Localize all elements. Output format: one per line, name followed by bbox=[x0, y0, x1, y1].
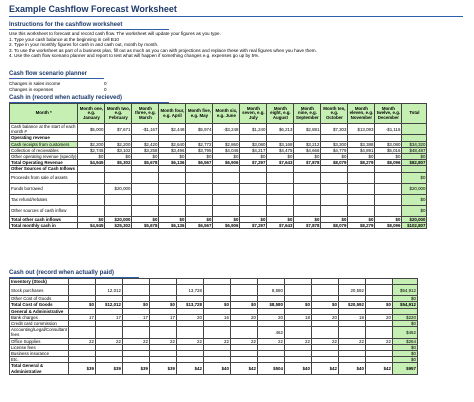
month-value-cell[interactable] bbox=[311, 285, 338, 296]
month-value-cell[interactable]: $0 bbox=[267, 154, 294, 160]
month-value-cell[interactable]: 18 bbox=[338, 314, 365, 320]
month-value-cell[interactable] bbox=[375, 194, 402, 205]
month-value-cell[interactable]: $4,046 bbox=[213, 147, 240, 153]
month-value-cell[interactable]: $7,297 bbox=[240, 160, 267, 166]
row-label: License fees bbox=[10, 344, 69, 350]
month-value-cell[interactable]: $6,136 bbox=[159, 222, 186, 228]
row-total-cell[interactable]: $34,320 bbox=[402, 141, 427, 147]
month-value-cell[interactable]: $2,745 bbox=[78, 147, 105, 153]
month-value-cell[interactable]: 16 bbox=[203, 314, 230, 320]
month-value-cell[interactable] bbox=[348, 172, 375, 183]
row-total-cell[interactable]: $0 bbox=[392, 357, 417, 363]
month-value-cell[interactable] bbox=[186, 194, 213, 205]
month-value-cell[interactable]: $3,258 bbox=[132, 147, 159, 153]
month-value-cell[interactable] bbox=[203, 327, 230, 338]
month-value-cell[interactable]: $39 bbox=[68, 363, 95, 374]
month-value-cell[interactable] bbox=[159, 205, 186, 216]
month-value-cell[interactable]: $8,096 bbox=[375, 222, 402, 228]
month-value-cell[interactable]: $3,212 bbox=[294, 141, 321, 147]
month-value-cell[interactable] bbox=[105, 205, 132, 216]
row-label: Etc. bbox=[10, 357, 69, 363]
month-value-cell[interactable]: $39 bbox=[122, 363, 149, 374]
month-value-cell[interactable] bbox=[375, 172, 402, 183]
month-value-cell[interactable] bbox=[186, 205, 213, 216]
row-total-cell[interactable]: $0 bbox=[392, 344, 417, 350]
row-label: Inventory (Stock) bbox=[10, 279, 69, 285]
month-value-cell[interactable] bbox=[230, 285, 257, 296]
month-value-cell[interactable]: $0 bbox=[375, 216, 402, 222]
month-value-cell[interactable]: 22 bbox=[338, 338, 365, 344]
column-header: Month twelve, e.g. December bbox=[375, 104, 402, 124]
cash-in-heading: Cash in (record when actually recieved) bbox=[9, 95, 169, 103]
month-value-cell[interactable] bbox=[213, 183, 240, 194]
month-value-cell[interactable]: $2,860 bbox=[213, 141, 240, 147]
month-value-cell[interactable]: $0 bbox=[230, 302, 257, 308]
row-label: Operating revenue bbox=[10, 135, 78, 141]
month-value-cell[interactable]: $8,079 bbox=[321, 160, 348, 166]
month-value-cell[interactable] bbox=[68, 285, 95, 296]
month-value-cell[interactable] bbox=[186, 183, 213, 194]
month-value-cell[interactable]: 22 bbox=[203, 338, 230, 344]
row-total-cell[interactable]: $0 bbox=[402, 194, 427, 205]
month-value-cell[interactable] bbox=[159, 194, 186, 205]
month-value-cell[interactable]: 22 bbox=[365, 338, 392, 344]
scenario-value-input[interactable]: 0 bbox=[104, 81, 107, 86]
instruction-line: 3. To use the worksheet as part of a business plan, fill out as much as you can with projections and replace these with real figures when you have them. bbox=[9, 47, 317, 53]
month-value-cell[interactable]: $4,945 bbox=[78, 222, 105, 228]
month-value-cell[interactable]: $2,420 bbox=[132, 141, 159, 147]
month-value-cell[interactable]: -$1,116 bbox=[375, 124, 402, 135]
month-value-cell[interactable]: $0 bbox=[159, 154, 186, 160]
column-header: Month seven, e.g. July bbox=[240, 104, 267, 124]
month-value-cell[interactable] bbox=[365, 285, 392, 296]
row-total-cell[interactable]: $48,487 bbox=[402, 147, 427, 153]
instruction-line: 2. Type in your monthly figures for cash in and cash out, month by month. bbox=[9, 42, 159, 48]
month-value-cell[interactable]: $5,974 bbox=[186, 124, 213, 135]
cash-in-table bbox=[9, 103, 427, 229]
row-total-cell[interactable]: $20,000 bbox=[402, 216, 427, 222]
row-total-cell[interactable]: $0 bbox=[392, 351, 417, 357]
month-value-cell[interactable]: $39 bbox=[95, 363, 122, 374]
month-value-cell[interactable] bbox=[365, 327, 392, 338]
row-label: Office Supplies bbox=[10, 338, 69, 344]
row-total-cell[interactable]: $82,807 bbox=[402, 160, 427, 166]
month-value-cell[interactable]: $0 bbox=[132, 154, 159, 160]
month-value-cell[interactable] bbox=[284, 285, 311, 296]
month-value-cell[interactable] bbox=[240, 194, 267, 205]
month-value-cell[interactable]: $2,881 bbox=[294, 124, 321, 135]
month-value-cell[interactable]: $20,000 bbox=[105, 183, 132, 194]
month-value-cell[interactable]: 22 bbox=[122, 338, 149, 344]
month-value-cell[interactable]: $0 bbox=[203, 302, 230, 308]
month-value-cell[interactable] bbox=[294, 194, 321, 205]
month-value-cell[interactable]: $2,640 bbox=[159, 141, 186, 147]
month-value-cell[interactable]: $40 bbox=[284, 363, 311, 374]
month-value-cell[interactable]: 13,728 bbox=[176, 285, 203, 296]
row-label: Accounting/Legal/Consultant fees bbox=[11, 327, 67, 338]
month-value-cell[interactable] bbox=[95, 327, 122, 338]
month-value-cell[interactable]: $7,303 bbox=[321, 124, 348, 135]
month-value-cell[interactable]: 20 bbox=[257, 314, 284, 320]
month-value-cell[interactable] bbox=[338, 327, 365, 338]
month-value-cell[interactable]: 12,012 bbox=[95, 285, 122, 296]
month-value-cell[interactable] bbox=[132, 205, 159, 216]
row-label: Total General & Administrative bbox=[10, 363, 69, 374]
cash-out-table bbox=[9, 278, 418, 375]
row-total-cell[interactable]: $0 bbox=[402, 205, 427, 216]
column-header: Month nine, e.g. September bbox=[294, 104, 321, 124]
month-value-cell[interactable]: 20 bbox=[311, 314, 338, 320]
month-value-cell[interactable]: $42 bbox=[311, 363, 338, 374]
month-value-cell[interactable] bbox=[321, 194, 348, 205]
month-value-cell[interactable]: $42 bbox=[365, 363, 392, 374]
month-value-cell[interactable]: $0 bbox=[348, 154, 375, 160]
row-label: Other Sources of Cash Inflows bbox=[10, 166, 78, 172]
month-value-cell[interactable] bbox=[122, 327, 149, 338]
month-value-cell[interactable] bbox=[132, 172, 159, 183]
month-value-cell[interactable] bbox=[294, 172, 321, 183]
column-header: Month two, e.g. February bbox=[105, 104, 132, 124]
month-value-cell[interactable] bbox=[78, 172, 105, 183]
month-value-cell[interactable]: $2,200 bbox=[105, 141, 132, 147]
month-value-cell[interactable]: $20,000 bbox=[105, 216, 132, 222]
month-value-cell[interactable] bbox=[213, 205, 240, 216]
month-value-cell[interactable]: $0 bbox=[186, 216, 213, 222]
month-value-cell[interactable]: $4,475 bbox=[267, 147, 294, 153]
scenario-label: Changes in sales income bbox=[9, 81, 61, 86]
month-value-cell[interactable] bbox=[294, 183, 321, 194]
table-row bbox=[10, 172, 427, 183]
month-value-cell[interactable]: -$3,248 bbox=[213, 124, 240, 135]
table-row bbox=[10, 194, 427, 205]
row-label: Bank charges bbox=[10, 314, 69, 320]
month-value-cell[interactable]: $0 bbox=[68, 302, 95, 308]
month-value-cell[interactable] bbox=[159, 183, 186, 194]
scenario-planner bbox=[9, 81, 109, 93]
scenario-heading: Cash flow scenario planner bbox=[9, 71, 104, 79]
table-row bbox=[10, 363, 418, 374]
month-value-cell[interactable] bbox=[348, 194, 375, 205]
scenario-row bbox=[9, 87, 109, 93]
month-value-cell[interactable]: $0 bbox=[267, 216, 294, 222]
month-value-cell[interactable]: $0 bbox=[132, 216, 159, 222]
column-header: Month five, e.g. May bbox=[186, 104, 213, 124]
row-label: Proceeds from sale of assets bbox=[10, 172, 78, 183]
month-value-cell[interactable]: $6,906 bbox=[213, 160, 240, 166]
month-value-cell[interactable]: $4,945 bbox=[78, 160, 105, 166]
month-value-cell[interactable]: 17 bbox=[149, 314, 176, 320]
month-value-cell[interactable]: $5,678 bbox=[132, 222, 159, 228]
month-value-cell[interactable]: $0 bbox=[122, 302, 149, 308]
month-value-cell[interactable]: 22 bbox=[176, 338, 203, 344]
column-header: Month * bbox=[10, 104, 78, 124]
row-total-cell[interactable]: $957 bbox=[392, 363, 417, 374]
month-value-cell[interactable]: 462 bbox=[257, 327, 284, 338]
month-value-cell[interactable]: $3,080 bbox=[375, 141, 402, 147]
month-value-cell[interactable]: 20 bbox=[176, 314, 203, 320]
month-value-cell[interactable] bbox=[284, 327, 311, 338]
month-value-cell[interactable]: $12,012 bbox=[95, 302, 122, 308]
month-value-cell[interactable]: $0 bbox=[284, 302, 311, 308]
month-value-cell[interactable] bbox=[267, 172, 294, 183]
month-value-cell[interactable]: $0 bbox=[159, 216, 186, 222]
instruction-line: 4. Use the cash flow scenario planner and report to test what will happen if something changes e.g. expenses go up by 5%. bbox=[9, 53, 260, 59]
month-value-cell[interactable] bbox=[348, 183, 375, 194]
month-value-cell[interactable] bbox=[149, 327, 176, 338]
month-value-cell[interactable]: $2,772 bbox=[186, 141, 213, 147]
month-value-cell[interactable] bbox=[213, 194, 240, 205]
month-value-cell[interactable]: $0 bbox=[78, 154, 105, 160]
scenario-value-input[interactable]: 0 bbox=[104, 87, 107, 92]
month-value-cell[interactable]: $40 bbox=[338, 363, 365, 374]
column-header: Month ten, e.g. October bbox=[321, 104, 348, 124]
month-value-cell[interactable]: $504 bbox=[257, 363, 284, 374]
row-label: Tax refund/rebates bbox=[10, 194, 78, 205]
month-value-cell[interactable]: $1,240 bbox=[240, 124, 267, 135]
month-value-cell[interactable]: $2,200 bbox=[78, 141, 105, 147]
row-label: Other sources of cash inflow bbox=[10, 205, 78, 216]
row-label: Other operating revenue (specify) bbox=[11, 154, 77, 160]
month-value-cell[interactable] bbox=[240, 205, 267, 216]
month-value-cell[interactable]: $0 bbox=[149, 302, 176, 308]
month-value-cell[interactable]: $0 bbox=[294, 216, 321, 222]
month-value-cell[interactable]: $3,102 bbox=[105, 147, 132, 153]
month-value-cell[interactable]: $0 bbox=[321, 216, 348, 222]
month-value-cell[interactable]: 20,592 bbox=[338, 285, 365, 296]
row-label: Credit card commission bbox=[10, 321, 69, 327]
instructions-block bbox=[9, 31, 465, 59]
month-value-cell[interactable] bbox=[321, 172, 348, 183]
month-value-cell[interactable]: $8,279 bbox=[348, 222, 375, 228]
row-total-cell[interactable]: $264 bbox=[392, 338, 417, 344]
row-total-cell[interactable]: $0 bbox=[392, 296, 417, 302]
month-value-cell[interactable]: $8,079 bbox=[321, 222, 348, 228]
month-value-cell[interactable] bbox=[68, 327, 95, 338]
month-value-cell[interactable] bbox=[78, 183, 105, 194]
month-value-cell[interactable]: 22 bbox=[257, 338, 284, 344]
row-total-cell[interactable] bbox=[402, 124, 427, 135]
month-value-cell[interactable]: $5,016 bbox=[375, 147, 402, 153]
month-value-cell[interactable]: $0 bbox=[240, 216, 267, 222]
header-row bbox=[10, 104, 427, 124]
month-value-cell[interactable] bbox=[78, 205, 105, 216]
month-value-cell[interactable]: $0 bbox=[240, 154, 267, 160]
row-label: Other Cost of Goods bbox=[10, 296, 69, 302]
month-value-cell[interactable]: 22 bbox=[311, 338, 338, 344]
month-value-cell[interactable]: $13,728 bbox=[176, 302, 203, 308]
cash-out-heading: Cash out (record when actually paid) bbox=[9, 270, 139, 278]
row-total-cell[interactable]: $20,000 bbox=[402, 183, 427, 194]
month-value-cell[interactable]: 17 bbox=[95, 314, 122, 320]
row-total-cell[interactable]: $102,807 bbox=[402, 222, 427, 228]
month-value-cell[interactable]: $39 bbox=[149, 363, 176, 374]
month-value-cell[interactable] bbox=[375, 205, 402, 216]
month-value-cell[interactable]: $4,217 bbox=[240, 147, 267, 153]
month-value-cell[interactable]: $7,643 bbox=[267, 222, 294, 228]
instruction-line: Use this worksheet to forecast and record cash flow. The worksheet will update your figures as you type. bbox=[9, 31, 221, 36]
month-value-cell[interactable] bbox=[78, 194, 105, 205]
month-value-cell[interactable]: $0 bbox=[213, 154, 240, 160]
month-value-cell[interactable]: 22 bbox=[95, 338, 122, 344]
row-total-cell[interactable]: $0 bbox=[392, 321, 417, 327]
month-value-cell[interactable]: $13,093 bbox=[348, 124, 375, 135]
month-value-cell[interactable]: $6,567 bbox=[186, 160, 213, 166]
month-value-cell[interactable] bbox=[375, 183, 402, 194]
month-value-cell[interactable] bbox=[240, 172, 267, 183]
month-value-cell[interactable]: $0 bbox=[375, 154, 402, 160]
month-value-cell[interactable]: $6,906 bbox=[213, 222, 240, 228]
instruction-line: 1. Type your cash balance at the beginning in cell B10 bbox=[9, 36, 119, 42]
month-value-cell[interactable]: -$1,167 bbox=[132, 124, 159, 135]
row-total-cell[interactable]: $462 bbox=[392, 327, 417, 338]
month-value-cell[interactable] bbox=[186, 172, 213, 183]
row-total-cell[interactable]: $54,912 bbox=[392, 285, 417, 296]
month-value-cell[interactable]: $6,213 bbox=[267, 124, 294, 135]
month-value-cell[interactable]: $3,080 bbox=[240, 141, 267, 147]
month-value-cell[interactable]: $4,779 bbox=[321, 147, 348, 153]
row-total-cell[interactable]: $0 bbox=[402, 172, 427, 183]
row-label: Total Cost of Goods bbox=[10, 302, 69, 308]
month-value-cell[interactable]: $6,136 bbox=[159, 160, 186, 166]
month-value-cell[interactable]: $4,666 bbox=[294, 147, 321, 153]
row-label: Total other cash inflows bbox=[10, 216, 78, 222]
month-value-cell[interactable]: $8,279 bbox=[348, 160, 375, 166]
row-total-cell[interactable]: $220 bbox=[392, 314, 417, 320]
table-row bbox=[10, 327, 418, 338]
month-value-cell[interactable] bbox=[267, 194, 294, 205]
table-row bbox=[10, 183, 427, 194]
month-value-cell[interactable]: $8,096 bbox=[375, 160, 402, 166]
month-value-cell[interactable] bbox=[240, 183, 267, 194]
month-value-cell[interactable]: $7,878 bbox=[294, 222, 321, 228]
page-title: Example Cashflow Forecast Worksheet bbox=[9, 4, 463, 17]
month-value-cell[interactable]: $3,168 bbox=[267, 141, 294, 147]
month-value-cell[interactable]: $0 bbox=[311, 302, 338, 308]
month-value-cell[interactable] bbox=[105, 194, 132, 205]
month-value-cell[interactable] bbox=[294, 205, 321, 216]
month-value-cell[interactable] bbox=[311, 327, 338, 338]
row-label: General & Administrative bbox=[10, 308, 69, 314]
month-value-cell[interactable]: $5,302 bbox=[105, 160, 132, 166]
month-value-cell[interactable]: $3,795 bbox=[186, 147, 213, 153]
column-header: Month eleven, e.g. November bbox=[348, 104, 375, 124]
month-value-cell[interactable]: $7,643 bbox=[267, 160, 294, 166]
month-value-cell[interactable] bbox=[105, 172, 132, 183]
month-value-cell[interactable]: $7,671 bbox=[105, 124, 132, 135]
month-value-cell[interactable]: $2,448 bbox=[159, 124, 186, 135]
column-header: Month eight, e.g. August bbox=[267, 104, 294, 124]
month-value-cell[interactable]: $7,878 bbox=[294, 160, 321, 166]
month-value-cell[interactable]: 8,580 bbox=[257, 285, 284, 296]
table-row bbox=[10, 124, 427, 135]
month-value-cell[interactable]: $0 bbox=[186, 154, 213, 160]
table-row bbox=[10, 205, 427, 216]
column-header: Month six, e.g. June bbox=[213, 104, 240, 124]
month-value-cell[interactable]: $0 bbox=[78, 216, 105, 222]
table-row bbox=[10, 222, 427, 228]
row-label: Cash balance at the start of each month # bbox=[10, 124, 78, 135]
month-value-cell[interactable]: 22 bbox=[149, 338, 176, 344]
month-value-cell[interactable] bbox=[203, 285, 230, 296]
month-value-cell[interactable] bbox=[230, 327, 257, 338]
month-value-cell[interactable] bbox=[159, 172, 186, 183]
month-value-cell[interactable]: $6,567 bbox=[186, 222, 213, 228]
month-value-cell[interactable] bbox=[149, 285, 176, 296]
row-label: Business insurance bbox=[10, 351, 69, 357]
month-value-cell[interactable] bbox=[132, 183, 159, 194]
month-value-cell[interactable]: $0 bbox=[213, 216, 240, 222]
month-value-cell[interactable] bbox=[348, 205, 375, 216]
column-header: Month four, e.g. April bbox=[159, 104, 186, 124]
month-value-cell[interactable] bbox=[321, 205, 348, 216]
month-value-cell[interactable]: $8,580 bbox=[257, 302, 284, 308]
month-value-cell[interactable]: 17 bbox=[122, 314, 149, 320]
month-value-cell[interactable]: $42 bbox=[230, 363, 257, 374]
month-value-cell[interactable]: $0 bbox=[365, 302, 392, 308]
row-label: Stock purchases bbox=[10, 285, 69, 296]
month-value-cell[interactable]: 17 bbox=[68, 314, 95, 320]
month-value-cell[interactable]: 20 bbox=[365, 314, 392, 320]
month-value-cell[interactable]: $3,496 bbox=[159, 147, 186, 153]
month-value-cell[interactable]: $0 bbox=[294, 154, 321, 160]
row-label: Funds borrowed bbox=[10, 183, 78, 194]
month-value-cell[interactable]: $5,678 bbox=[132, 160, 159, 166]
table-row bbox=[10, 285, 418, 296]
scenario-label: Changes in expenses bbox=[9, 87, 54, 92]
month-value-cell[interactable] bbox=[213, 172, 240, 183]
month-value-cell[interactable]: $3,300 bbox=[321, 141, 348, 147]
row-label: Total Operating Revenue bbox=[10, 160, 78, 166]
month-value-cell[interactable]: $25,302 bbox=[105, 222, 132, 228]
column-header: Month one, e.g. January bbox=[78, 104, 105, 124]
row-label: Cash receipts from customers bbox=[10, 141, 78, 147]
month-value-cell[interactable]: $7,297 bbox=[240, 222, 267, 228]
month-value-cell[interactable]: $20,592 bbox=[338, 302, 365, 308]
month-value-cell[interactable] bbox=[267, 183, 294, 194]
month-value-cell[interactable] bbox=[132, 194, 159, 205]
instructions-heading: Instructions for the cashflow worksheet bbox=[9, 22, 169, 30]
month-value-cell[interactable]: $0 bbox=[105, 154, 132, 160]
month-value-cell[interactable]: 18 bbox=[284, 314, 311, 320]
month-value-cell[interactable]: $3,388 bbox=[348, 141, 375, 147]
month-value-cell[interactable]: 22 bbox=[230, 338, 257, 344]
column-header: Month three, e.g. March bbox=[132, 104, 159, 124]
row-label: Total monthly cash in bbox=[10, 222, 78, 228]
month-value-cell[interactable]: $42 bbox=[176, 363, 203, 374]
month-value-cell[interactable]: 22 bbox=[284, 338, 311, 344]
row-total-cell[interactable]: $54,912 bbox=[392, 302, 417, 308]
month-value-cell[interactable] bbox=[321, 183, 348, 194]
month-value-cell[interactable]: $40 bbox=[203, 363, 230, 374]
column-header: Total bbox=[402, 104, 427, 124]
month-value-cell[interactable]: $5,000 bbox=[78, 124, 105, 135]
month-value-cell[interactable] bbox=[176, 327, 203, 338]
month-value-cell[interactable] bbox=[122, 285, 149, 296]
month-value-cell[interactable]: 22 bbox=[68, 338, 95, 344]
month-value-cell[interactable]: $0 bbox=[348, 216, 375, 222]
row-label: Collection of recievables bbox=[10, 147, 78, 153]
month-value-cell[interactable]: $4,891 bbox=[348, 147, 375, 153]
month-value-cell[interactable]: 20 bbox=[230, 314, 257, 320]
row-total-cell[interactable]: $0 bbox=[402, 154, 427, 160]
month-value-cell[interactable] bbox=[267, 205, 294, 216]
month-value-cell[interactable]: $0 bbox=[321, 154, 348, 160]
